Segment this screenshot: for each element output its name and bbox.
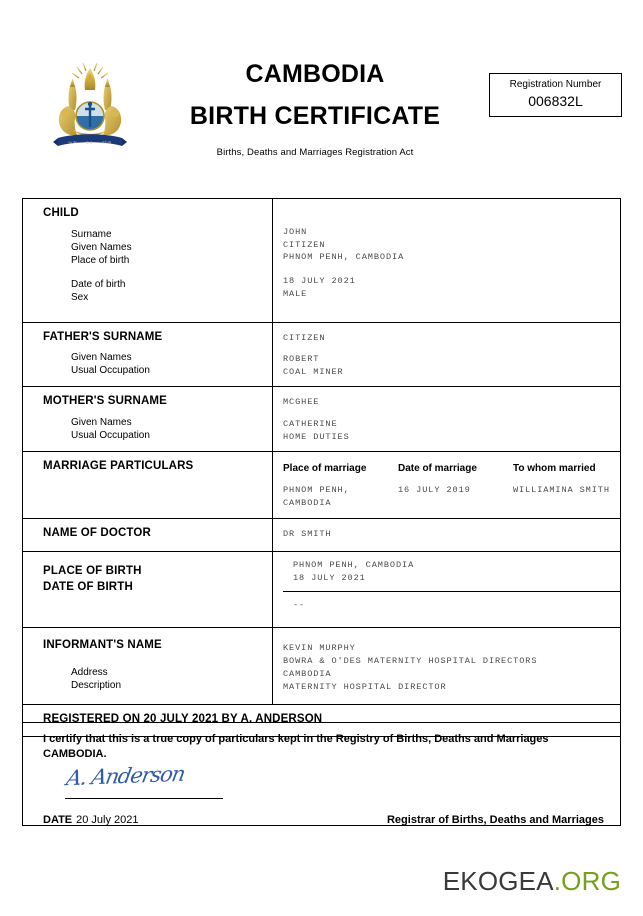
informant-heading: INFORMANT'S NAME [43,638,162,651]
mother-given-names-label: Given Names [71,416,132,428]
certificate-details-table [22,198,621,737]
ekogea-logo [443,868,621,894]
marriage-place-value-line1: PHNOM PENH, [283,485,350,496]
place-of-birth-heading: PLACE OF BIRTH [43,565,142,578]
registration-number-value: 006832L [528,92,583,109]
table-row-place-date-of-birth [23,552,620,628]
registrar-title: Registrar of Births, Deaths and Marriages [386,814,604,827]
signature-line [65,798,223,799]
certification-date [43,814,139,826]
birth-place-blank-value: -- [293,600,306,611]
certification-statement-line2: CAMBODIA. [43,748,107,761]
mother-heading: MOTHER'S SURNAME [43,395,167,408]
birth-place-values-cell [273,552,620,627]
informant-name-value: KEVIN MURPHY [283,642,356,653]
father-occupation-label: Usual Occupation [71,365,150,377]
svg-text:៥៦៧: ៥៦៧ [102,140,111,145]
mother-given-names-value: CATHERINE [283,419,338,430]
informant-labels-cell [23,628,273,705]
signature-area [43,762,604,808]
certification-footer-row [43,814,604,826]
marriage-place-value-line2: CAMBODIA [283,497,332,508]
child-place-of-birth-value: PHNOM PENH, CAMBODIA [283,252,405,263]
child-values-cell [273,199,620,322]
date-value: 20 July 2021 [76,814,139,827]
father-surname-value: CITIZEN [283,332,326,343]
doctor-name-value: DR SMITH [283,528,332,539]
informant-values-cell [273,628,620,705]
child-date-of-birth-label: Date of birth [71,278,126,290]
informant-description-label: Description [71,680,122,692]
registration-number-label: Registration Number [509,79,602,90]
certification-box [22,722,621,826]
table-row-child [23,199,620,323]
child-given-names-label: Given Names [71,241,132,253]
country-title: CAMBODIA [245,60,385,88]
registered-statement: REGISTERED ON 20 JULY 2021 BY A. ANDERSON [43,713,323,726]
marriage-date-column [398,462,513,509]
marriage-values-cell [273,452,620,517]
marriage-place-header: Place of marriage [283,463,367,475]
informant-address-line1-value: BOWRA & O'DES MATERNITY HOSPITAL DIRECTORS [283,655,538,666]
father-given-names-value: ROBERT [283,354,320,365]
doctor-label-cell [23,519,273,552]
child-surname-label: Surname [71,228,112,240]
table-row-father [23,323,620,388]
mother-surname-value: MCGHEE [283,397,320,408]
svg-text:១០២: ១០២ [68,140,77,145]
child-heading: CHILD [43,207,79,219]
doctor-value-cell [273,519,620,552]
birth-place-label-cell [23,552,273,627]
document-title: BIRTH CERTIFICATE [189,102,441,130]
table-row-marriage-particulars [23,452,620,518]
mother-occupation-value: HOME DUTIES [283,431,350,442]
registration-number-box [489,73,622,117]
title-block [150,62,480,158]
child-sex-value: MALE [283,288,308,299]
doctor-heading: NAME OF DOCTOR [43,526,151,539]
place-of-birth-value: PHNOM PENH, CAMBODIA [293,560,415,571]
father-heading: FATHER'S SURNAME [43,330,163,343]
child-date-of-birth-value: 18 JULY 2021 [283,275,356,286]
date-of-birth-value: 18 JULY 2021 [293,572,366,583]
marriage-to-whom-header: To whom married [513,463,596,475]
cambodia-royal-coat-of-arms-icon [44,56,136,154]
father-values-cell [273,323,620,387]
date-label: DATE [43,814,73,827]
informant-address-line2-value: CAMBODIA [283,669,332,680]
table-row-mother [23,387,620,452]
informant-address-label: Address [71,667,108,679]
father-occupation-value: COAL MINER [283,366,344,377]
birth-place-upper-subcell [283,552,620,592]
child-labels-cell [23,199,273,322]
act-subtitle: Births, Deaths and Marriages Registration Act [216,147,414,158]
marriage-to-whom-value: WILLIAMINA SMITH [513,485,610,496]
mother-labels-cell [23,387,273,451]
certification-statement-line1: I certify that this is a true copy of particulars kept in the Registry of Births, Deaths and Marriages [43,733,549,745]
ekogea-logo-suffix: .ORG [553,866,621,896]
father-given-names-label: Given Names [71,352,132,364]
informant-description-value: MATERNITY HOSPITAL DIRECTOR [283,682,447,693]
registrar-signature: A. Anderson [64,762,187,791]
child-sex-label: Sex [71,291,89,303]
table-row-informant [23,628,620,706]
child-given-names-value: CITIZEN [283,239,326,250]
marriage-to-whom-column [513,462,643,509]
birth-place-lower-subcell [283,592,620,619]
father-labels-cell [23,323,273,387]
marriage-heading: MARRIAGE PARTICULARS [43,460,194,473]
mother-values-cell [273,387,620,451]
marriage-date-header: Date of marriage [398,463,477,475]
table-row-doctor [23,519,620,553]
marriage-place-column [283,462,398,509]
svg-text:៣៤: ៣៤ [86,140,93,145]
date-of-birth-heading: DATE OF BIRTH [43,580,133,593]
marriage-label-cell [23,452,273,517]
ekogea-logo-primary: EKOGEA [442,866,554,896]
mother-occupation-label: Usual Occupation [71,429,150,441]
child-surname-value: JOHN [283,227,308,237]
child-place-of-birth-label: Place of birth [71,254,130,266]
document-header [0,0,643,180]
marriage-date-value: 16 JULY 2019 [398,485,471,496]
